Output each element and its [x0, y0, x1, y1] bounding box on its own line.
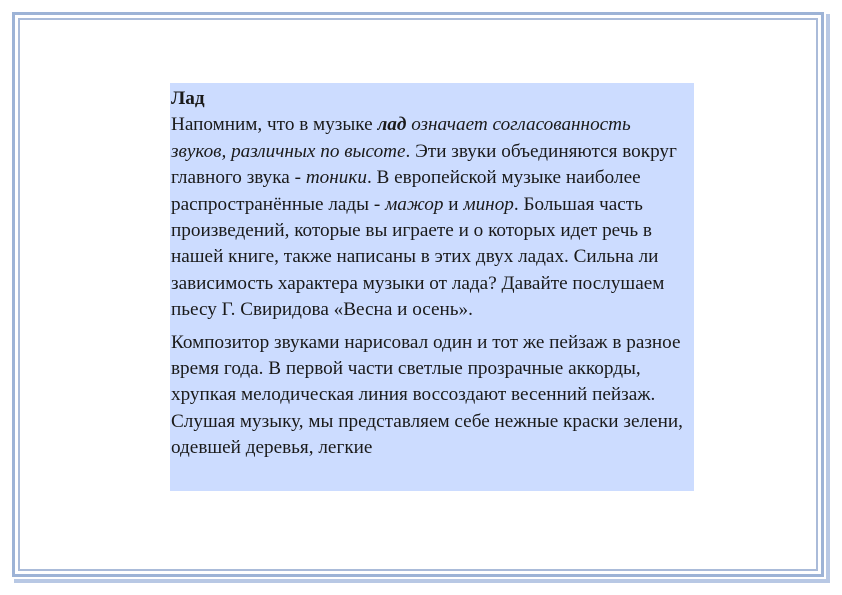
p1-term-lad: лад [377, 114, 407, 136]
text-box [170, 83, 694, 491]
p1-text-5: . Большая часть произведений, которые вы играете и о которых идет речь в нашей книге, также написаны в этих двух ладах. Сильна ли зависимость характера музыки от лада? Давайте послушаем пьесу Г. Свиридова «Весна и осень». [171, 193, 665, 321]
p1-text-2: . Эти звуки объединяются вокруг главного звука - [171, 140, 677, 189]
p1-text-3: . В европейской музыке наиболее распространённые лады - [171, 167, 641, 215]
frame-shadow-bottom [14, 579, 830, 583]
frame-shadow-right [826, 14, 830, 581]
p1-term-major: мажор [385, 193, 444, 215]
p1-text-4: и [443, 193, 464, 215]
p1-term-minor: минор [463, 193, 514, 215]
paragraph-1 [171, 112, 688, 323]
paragraph-2: Композитор звуками нарисовал один и тот же пейзаж в разное время года. В первой части светлые прозрачные аккорды, хрупкая мелодическая линия воссоздают весенний пейзаж. Слушая музыку, мы представляем себе нежные краски зелени, одевшей деревья, легкие [171, 331, 683, 459]
p1-term-tonic: тоники [305, 167, 367, 189]
heading: Лад [171, 88, 205, 109]
p1-text-1: Напомним, что в музыке [171, 114, 378, 136]
p1-definition: означает согласованность звуков, различных по высоте [171, 114, 631, 162]
